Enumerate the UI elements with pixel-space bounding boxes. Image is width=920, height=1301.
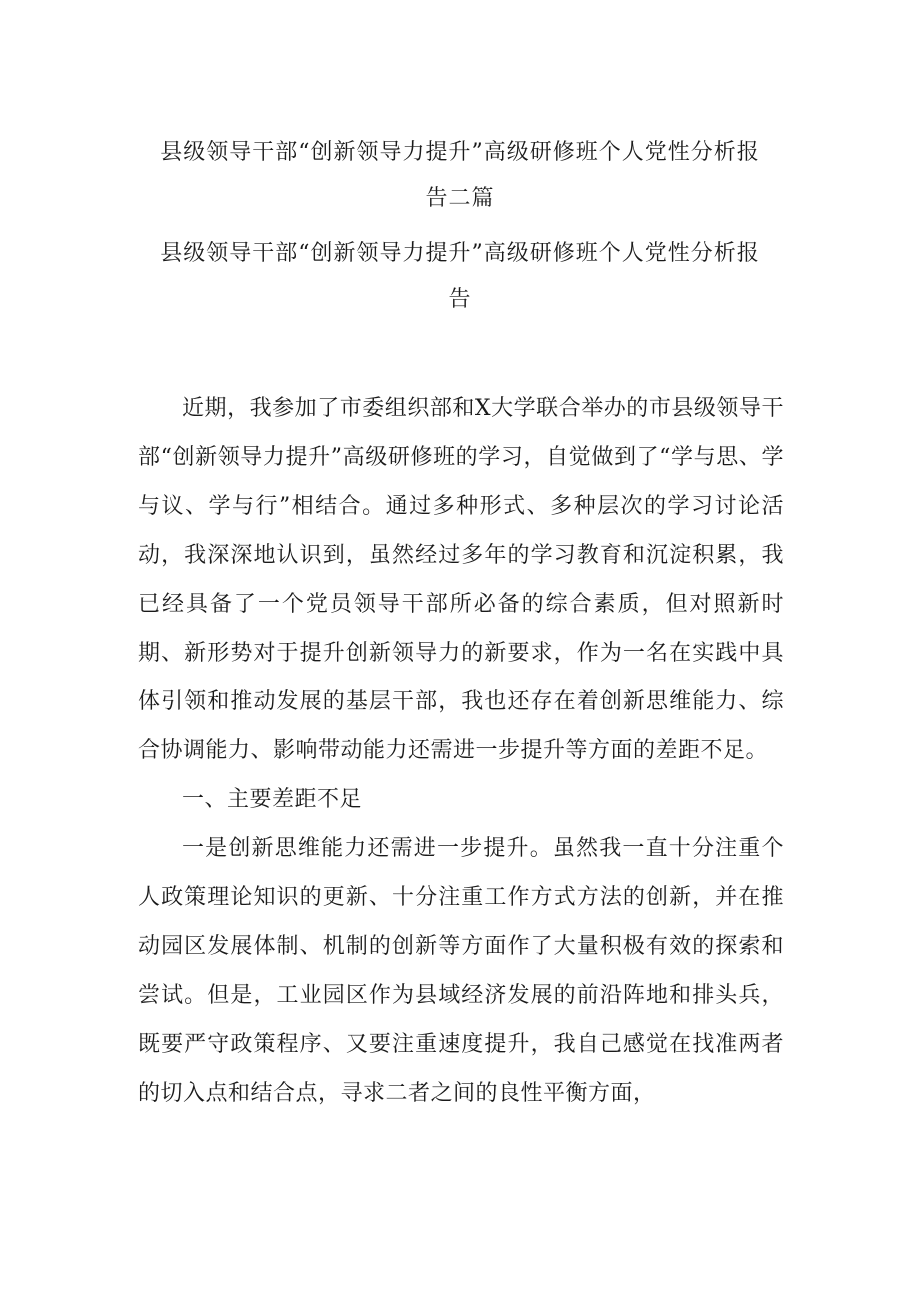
body-paragraph: 一是创新思维能力还需进一步提升。虽然我一直十分注重个人政策理论知识的更新、十分注重工作方式方法的创新，并在推动园区发展体制、机制的创新等方面作了大量积极有效的探索和尝试。但是，工业园区作为县域经济发展的前沿阵地和排头兵，既要严守政策程序、又要注重速度提升，我自己感觉在找准两者的切入点和结合点，寻求二者之间的良性平衡方面， xyxy=(138,836,784,1106)
section-heading: 一、主要差距不足 xyxy=(182,787,363,813)
document-body xyxy=(138,385,784,1119)
document-title: 县级领导干部“创新领导力提升”高级研修班个人党性分析报告二篇 xyxy=(160,140,760,211)
document-subtitle: 县级领导干部“创新领导力提升”高级研修班个人党性分析报告 xyxy=(160,241,760,312)
intro-paragraph: 近期，我参加了市委组织部和X大学联合举办的市县级领导干部“创新领导力提升”高级研修班的学习，自觉做到了“学与思、学与议、学与行”相结合。通过多种形式、多种层次的学习讨论活动，我深深地认识到，虽然经过多年的学习教育和沉淀积累，我已经具备了一个党员领导干部所必备的综合素质，但对照新时期、新形势对于提升创新领导力的新要求，作为一名在实践中具体引领和推动发展的基层干部，我也还存在着创新思维能力、综合协调能力、影响带动能力还需进一步提升等方面的差距不足。 xyxy=(138,396,784,764)
